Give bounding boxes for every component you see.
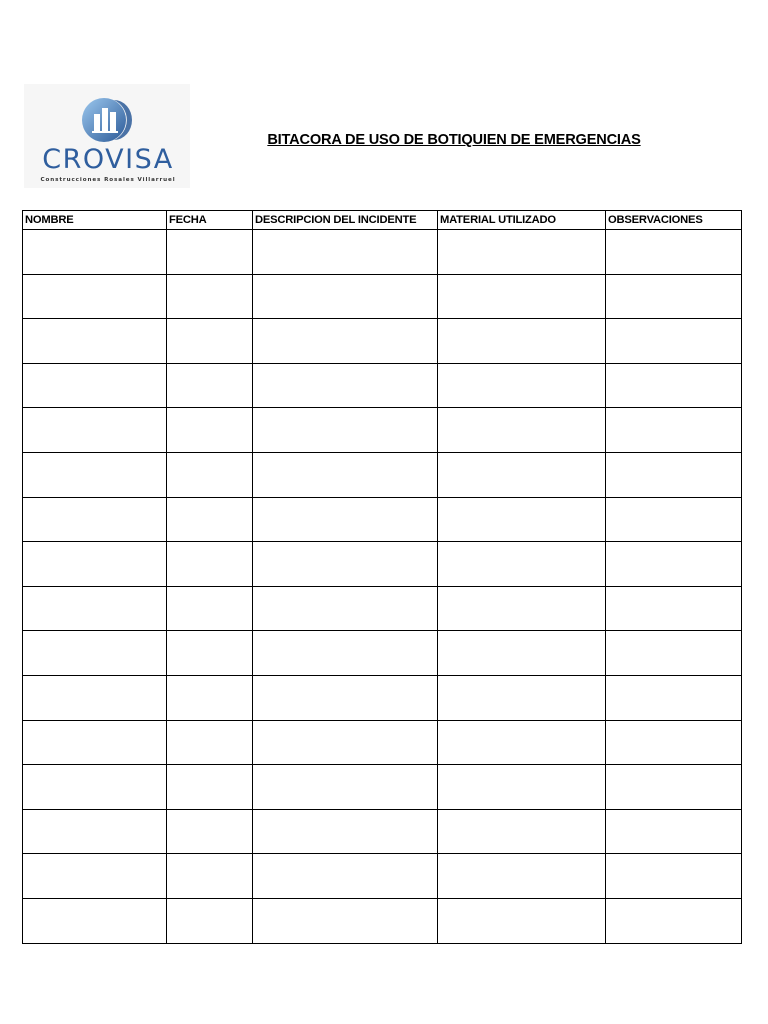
- table-row: [23, 542, 742, 587]
- table-row: [23, 586, 742, 631]
- cell-descripcion[interactable]: [253, 854, 438, 899]
- cell-fecha[interactable]: [167, 854, 253, 899]
- cell-nombre[interactable]: [23, 363, 167, 408]
- cell-fecha[interactable]: [167, 542, 253, 587]
- cell-descripcion[interactable]: [253, 230, 438, 275]
- cell-material[interactable]: [438, 765, 606, 810]
- cell-material[interactable]: [438, 319, 606, 364]
- cell-material[interactable]: [438, 274, 606, 319]
- cell-nombre[interactable]: [23, 586, 167, 631]
- cell-descripcion[interactable]: [253, 363, 438, 408]
- cell-descripcion[interactable]: [253, 765, 438, 810]
- cell-nombre[interactable]: [23, 898, 167, 943]
- cell-material[interactable]: [438, 809, 606, 854]
- cell-fecha[interactable]: [167, 765, 253, 810]
- cell-nombre[interactable]: [23, 675, 167, 720]
- cell-material[interactable]: [438, 542, 606, 587]
- table-row: [23, 230, 742, 275]
- cell-observaciones[interactable]: [606, 586, 742, 631]
- cell-fecha[interactable]: [167, 497, 253, 542]
- cell-observaciones[interactable]: [606, 720, 742, 765]
- document-title: BITACORA DE USO DE BOTIQUIEN DE EMERGENCIAS: [267, 132, 641, 148]
- cell-material[interactable]: [438, 631, 606, 676]
- table-row: [23, 675, 742, 720]
- column-header-nombre: NOMBRE: [23, 211, 167, 230]
- cell-descripcion[interactable]: [253, 631, 438, 676]
- cell-nombre[interactable]: [23, 319, 167, 364]
- cell-observaciones[interactable]: [606, 809, 742, 854]
- table-row: [23, 274, 742, 319]
- building-circle-icon: [80, 92, 136, 148]
- cell-nombre[interactable]: [23, 631, 167, 676]
- cell-observaciones[interactable]: [606, 854, 742, 899]
- cell-nombre[interactable]: [23, 720, 167, 765]
- cell-material[interactable]: [438, 898, 606, 943]
- cell-nombre[interactable]: [23, 274, 167, 319]
- column-header-observaciones: OBSERVACIONES: [606, 211, 742, 230]
- table-body: [23, 230, 742, 944]
- cell-material[interactable]: [438, 363, 606, 408]
- cell-nombre[interactable]: [23, 408, 167, 453]
- cell-descripcion[interactable]: [253, 898, 438, 943]
- cell-fecha[interactable]: [167, 230, 253, 275]
- cell-fecha[interactable]: [167, 809, 253, 854]
- cell-nombre[interactable]: [23, 854, 167, 899]
- cell-material[interactable]: [438, 408, 606, 453]
- cell-fecha[interactable]: [167, 586, 253, 631]
- cell-nombre[interactable]: [23, 809, 167, 854]
- cell-fecha[interactable]: [167, 274, 253, 319]
- column-header-fecha: FECHA: [167, 211, 253, 230]
- cell-observaciones[interactable]: [606, 274, 742, 319]
- cell-observaciones[interactable]: [606, 408, 742, 453]
- column-header-material: MATERIAL UTILIZADO: [438, 211, 606, 230]
- cell-nombre[interactable]: [23, 230, 167, 275]
- table-row: [23, 631, 742, 676]
- cell-fecha[interactable]: [167, 363, 253, 408]
- cell-material[interactable]: [438, 720, 606, 765]
- table-row: [23, 765, 742, 810]
- cell-descripcion[interactable]: [253, 720, 438, 765]
- table-row: [23, 319, 742, 364]
- table-row: [23, 809, 742, 854]
- table-row: [23, 720, 742, 765]
- cell-descripcion[interactable]: [253, 586, 438, 631]
- cell-fecha[interactable]: [167, 631, 253, 676]
- company-logo: [24, 84, 190, 188]
- cell-material[interactable]: [438, 675, 606, 720]
- cell-material[interactable]: [438, 230, 606, 275]
- cell-nombre[interactable]: [23, 497, 167, 542]
- table-row: [23, 408, 742, 453]
- cell-descripcion[interactable]: [253, 408, 438, 453]
- cell-fecha[interactable]: [167, 898, 253, 943]
- cell-observaciones[interactable]: [606, 898, 742, 943]
- cell-descripcion[interactable]: [253, 809, 438, 854]
- cell-descripcion[interactable]: [253, 452, 438, 497]
- cell-nombre[interactable]: [23, 542, 167, 587]
- cell-descripcion[interactable]: [253, 319, 438, 364]
- cell-descripcion[interactable]: [253, 274, 438, 319]
- cell-observaciones[interactable]: [606, 765, 742, 810]
- cell-fecha[interactable]: [167, 319, 253, 364]
- incident-log-table: [22, 210, 742, 944]
- cell-fecha[interactable]: [167, 675, 253, 720]
- table-row: [23, 363, 742, 408]
- table-row: [23, 898, 742, 943]
- cell-observaciones[interactable]: [606, 675, 742, 720]
- cell-fecha[interactable]: [167, 452, 253, 497]
- cell-material[interactable]: [438, 586, 606, 631]
- cell-descripcion[interactable]: [253, 497, 438, 542]
- cell-observaciones[interactable]: [606, 363, 742, 408]
- cell-material[interactable]: [438, 854, 606, 899]
- cell-observaciones[interactable]: [606, 319, 742, 364]
- logo-company-name: CROVISA: [42, 144, 174, 175]
- table-row: [23, 497, 742, 542]
- table-header-row: [23, 211, 742, 230]
- cell-observaciones[interactable]: [606, 497, 742, 542]
- table-row: [23, 854, 742, 899]
- cell-material[interactable]: [438, 452, 606, 497]
- cell-descripcion[interactable]: [253, 542, 438, 587]
- cell-nombre[interactable]: [23, 452, 167, 497]
- column-header-descripcion: DESCRIPCION DEL INCIDENTE: [253, 211, 438, 230]
- cell-fecha[interactable]: [167, 408, 253, 453]
- cell-nombre[interactable]: [23, 765, 167, 810]
- cell-descripcion[interactable]: [253, 675, 438, 720]
- logo-tagline: Construcciones Rosales Villarruel: [40, 177, 176, 183]
- cell-observaciones[interactable]: [606, 542, 742, 587]
- cell-fecha[interactable]: [167, 720, 253, 765]
- cell-material[interactable]: [438, 497, 606, 542]
- cell-observaciones[interactable]: [606, 230, 742, 275]
- cell-observaciones[interactable]: [606, 631, 742, 676]
- cell-observaciones[interactable]: [606, 452, 742, 497]
- table-row: [23, 452, 742, 497]
